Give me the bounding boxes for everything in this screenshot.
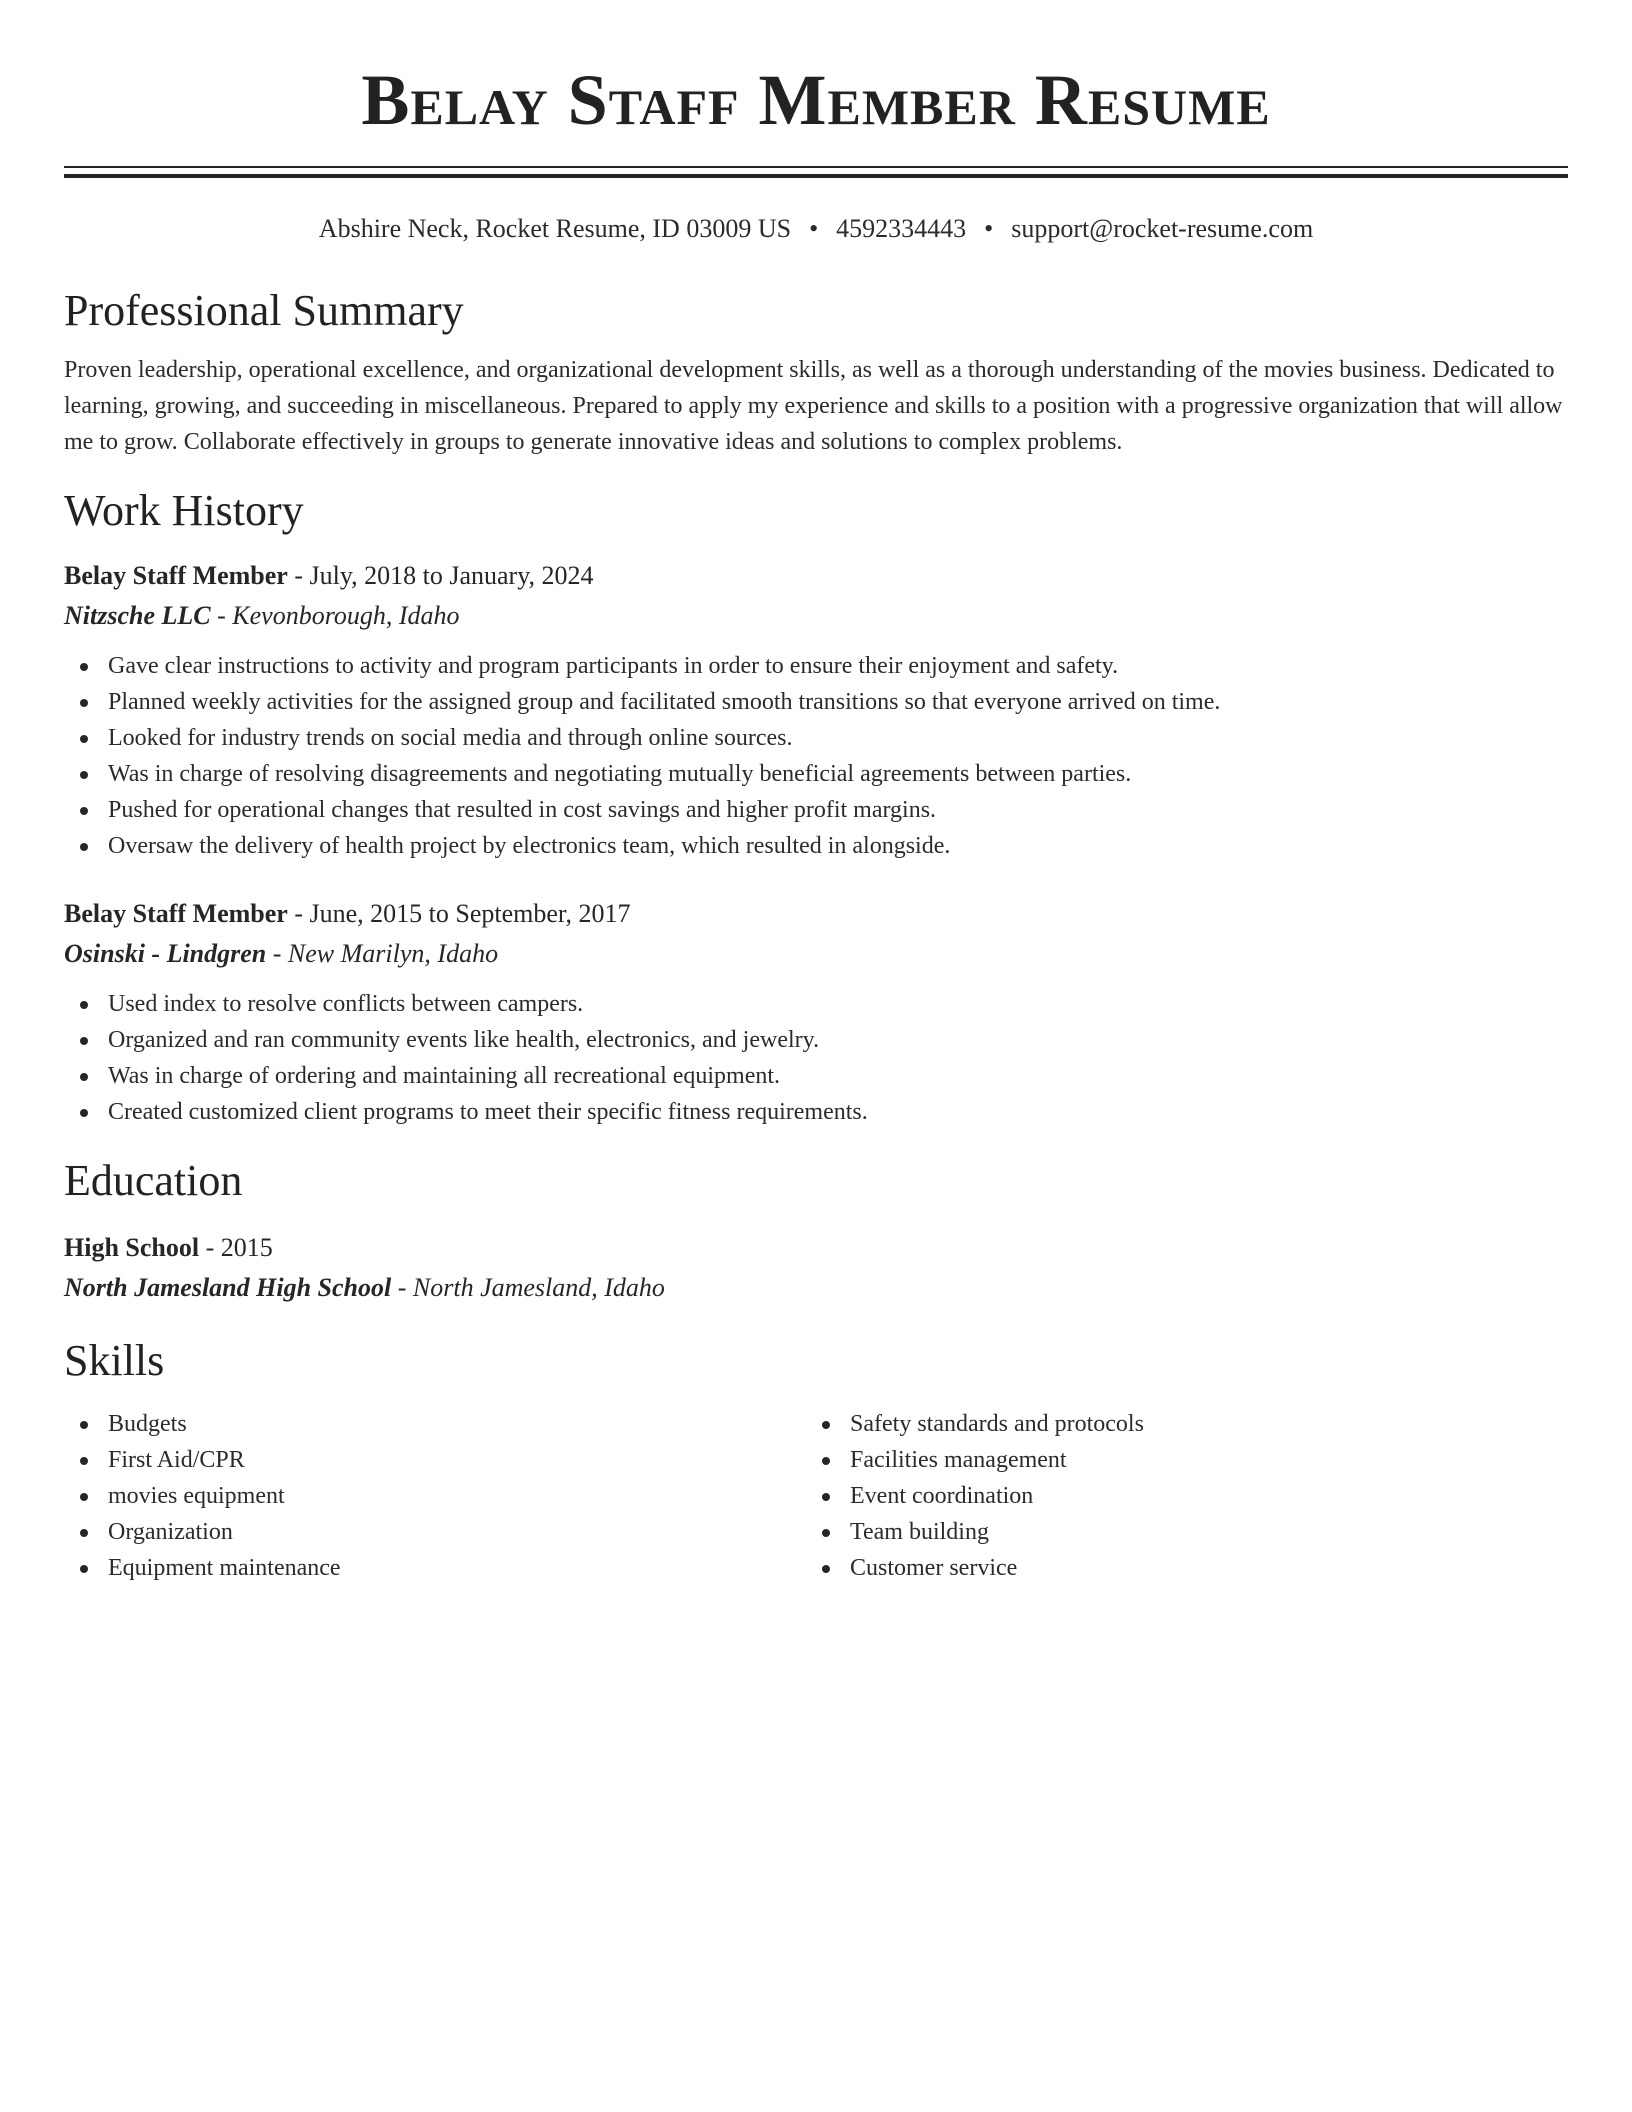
- skill-item: Equipment maintenance: [64, 1550, 806, 1586]
- job-header: [64, 894, 1568, 934]
- list-item: Was in charge of resolving disagreements and negotiating mutually beneficial agreements between parties.: [64, 756, 1568, 792]
- skill-item: Customer service: [806, 1550, 1548, 1586]
- contact-phone: 4592334443: [836, 214, 967, 243]
- education-school-line: [64, 1268, 1568, 1308]
- education-location: - North Jamesland, Idaho: [391, 1273, 665, 1302]
- resume-page: [64, 0, 1568, 1586]
- divider-thick-line: [64, 174, 1568, 178]
- job-header: [64, 556, 1568, 596]
- job-bullets: [64, 648, 1568, 864]
- list-item: Created customized client programs to meet their specific fitness requirements.: [64, 1094, 1568, 1130]
- skill-item: Organization: [64, 1514, 806, 1550]
- skills-column-left: [64, 1406, 806, 1586]
- list-item: Was in charge of ordering and maintaining all recreational equipment.: [64, 1058, 1568, 1094]
- section-heading-summary: Professional Summary: [64, 286, 464, 335]
- list-item: Oversaw the delivery of health project by electronics team, which resulted in alongside.: [64, 828, 1568, 864]
- education-header: [64, 1228, 1568, 1268]
- contact-info: [64, 213, 1568, 245]
- list-item: Gave clear instructions to activity and program participants in order to ensure their enjoyment and safety.: [64, 648, 1568, 684]
- job-employer: [64, 934, 1568, 974]
- job-role: Belay Staff Member: [64, 899, 288, 928]
- list-item: Planned weekly activities for the assigned group and facilitated smooth transitions so that everyone arrived on time.: [64, 684, 1568, 720]
- skill-item: Budgets: [64, 1406, 806, 1442]
- skill-item: Safety standards and protocols: [806, 1406, 1548, 1442]
- section-heading-education: Education: [64, 1156, 243, 1205]
- skill-item: movies equipment: [64, 1478, 806, 1514]
- job-entry: [64, 894, 1568, 1130]
- skill-item: Event coordination: [806, 1478, 1548, 1514]
- job-role: Belay Staff Member: [64, 561, 288, 590]
- skills-column-right: [806, 1406, 1548, 1586]
- list-item: Pushed for operational changes that resulted in cost savings and higher profit margins.: [64, 792, 1568, 828]
- section-heading-skills: Skills: [64, 1336, 165, 1385]
- contact-email: support@rocket-resume.com: [1011, 214, 1314, 243]
- education-degree: High School: [64, 1233, 200, 1262]
- job-employer: [64, 596, 1568, 636]
- summary-text: Proven leadership, operational excellence, and organizational development skills, as well as a thorough understanding of the movies business. Dedicated to learning, growing, and succeeding in miscellaneous. Prepared to apply my experience and skills to a position with a progressive organization that will allow me to grow. Collaborate effectively in groups to generate innovative ideas and solutions to complex problems.: [64, 357, 1563, 455]
- contact-address: Abshire Neck, Rocket Resume, ID 03009 US: [318, 214, 792, 243]
- job-location: - New Marilyn, Idaho: [266, 939, 499, 968]
- skill-item: Facilities management: [806, 1442, 1548, 1478]
- skills-grid: [64, 1406, 1568, 1586]
- section-heading-work-history: Work History: [64, 486, 304, 535]
- skill-item: First Aid/CPR: [64, 1442, 806, 1478]
- job-entry: [64, 556, 1568, 864]
- job-company: Osinski - Lindgren: [64, 939, 267, 968]
- contact-separator: •: [984, 214, 994, 243]
- skills-list: [64, 1406, 806, 1586]
- job-dates: - June, 2015 to September, 2017: [287, 899, 631, 928]
- resume-title: Belay Staff Member Resume: [361, 60, 1271, 140]
- list-item: Looked for industry trends on social media and through online sources.: [64, 720, 1568, 756]
- education-year: - 2015: [199, 1233, 273, 1262]
- education-school: North Jamesland High School: [64, 1273, 392, 1302]
- job-bullets: [64, 986, 1568, 1130]
- job-company: Nitzsche LLC: [64, 601, 211, 630]
- skill-item: Team building: [806, 1514, 1548, 1550]
- job-location: - Kevonborough, Idaho: [210, 601, 460, 630]
- list-item: Organized and ran community events like health, electronics, and jewelry.: [64, 1022, 1568, 1058]
- list-item: Used index to resolve conflicts between campers.: [64, 986, 1568, 1022]
- contact-separator: •: [809, 214, 819, 243]
- divider-thin-line: [64, 166, 1568, 168]
- title-divider: [64, 166, 1568, 178]
- job-dates: - July, 2018 to January, 2024: [287, 561, 594, 590]
- skills-list: [806, 1406, 1548, 1586]
